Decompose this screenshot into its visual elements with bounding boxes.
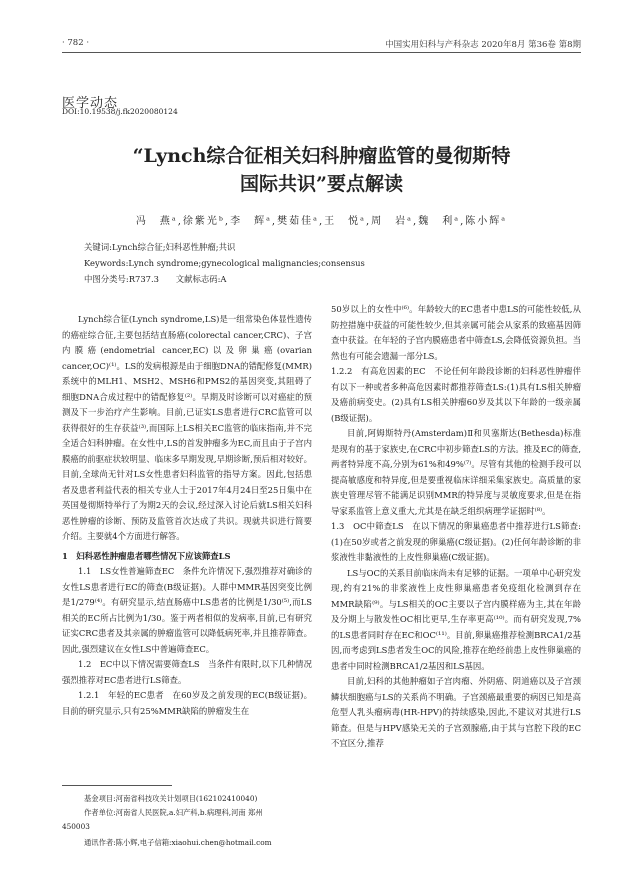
doi: DOI:10.19538/j.fk2020080124 xyxy=(62,107,178,116)
para-oc: LS与OC的关系目前临床尚未有足够的证据。一项单中心研究发现,约有21%的非浆液性上皮性卵巢癌患者免疫组化检测到存在MMR缺陷⁽⁹⁾。与LS相关的OC主要以子宫内膜样癌为主,其在年龄及分期上与散发性OC相比更早,生存率更高⁽¹⁰⁾。而有研究发现,7%的LS患者同时存在EC和OC⁽¹¹⁾。目前,卵巢癌推荐检测BRCA1/2基因,而考虑到LS患者发生OC的风险,推荐在绝经前患上皮性卵巢癌的患者中同时检测BRCA1/2基因和LS基因。 xyxy=(331,567,581,671)
footnote-affiliation: 作者单位:河南省人民医院,a.妇产科,b.病理科,河南 郑州 xyxy=(84,808,263,817)
title-line-2: 国际共识”要点解读 xyxy=(240,173,403,195)
para-1-2-1: 1.2.1 年轻的EC患者 在60岁及之前发现的EC(B级证据)。目前的研究显示,只有25%MMR缺陷的肿瘤发生在 xyxy=(62,690,312,716)
left-column xyxy=(62,312,312,719)
article-title xyxy=(62,142,581,198)
para-other-tumors: 目前,妇科的其他肿瘤如子宫肉瘤、外阴癌、阴道癌以及子宫颈鳞状细胞癌与LS的关系尚不明确。子宫颈癌最重要的病因已知是高危型人乳头瘤病毒(HR-HPV)的持续感染,因此,不建议对其进行LS筛查。但是与HPV感染无关的子宫颈腺癌,由于其与宫腔下段的EC不宜区分,推荐 xyxy=(331,676,581,748)
keywords-en: Keywords:Lynch syndrome;gynecological malignancies;consensus xyxy=(84,258,365,268)
para-1-1: 1.1 LS女性普遍筛查EC 条件允许情况下,强烈推荐对确诊的女性LS患者进行EC的筛查(B级证据)。人群中MMR基因突变比例是1/279⁽⁴⁾。有研究显示,结直肠癌中LS患者的比例是1/30⁽⁵⁾,而LS相关的EC所占比例为1/30。鉴于两者相似的发病率,目前,已有研究证实CRC患者及其亲属的肿瘤监管可以降低病死率,并且推荐筛查。因此,强烈建议在女性LS中普遍筛查EC。 xyxy=(62,566,312,654)
header-rule xyxy=(62,52,581,53)
keywords-cn: 关键词:Lynch综合征;妇科恶性肿瘤;共识 xyxy=(84,242,236,252)
right-column xyxy=(331,302,581,752)
para-1-3: 1.3 OC中筛查LS 在以下情况的卵巢癌患者中推荐进行LS筛查:(1)在50岁或者之前发现的卵巢癌(C级证据)。(2)任何年龄诊断的非浆液性非黏液性的上皮性卵巢癌(C级证据)。 xyxy=(331,521,581,562)
footnote-fund: 基金项目:河南省科技攻关计划项目(162102410040) xyxy=(84,794,258,803)
footnote-corresponding: 通讯作者:陈小辉,电子信箱:xiaohui.chen@hotmail.com xyxy=(84,838,272,847)
para-amsterdam: 目前,阿姆斯特丹(Amsterdam)Ⅱ和贝塞斯达(Bethesda)标准是现有的基于家族史,在CRC中初步筛查LS的方法。推及EC的筛查,两者特异度不高,分别为61%和49%⁽⁷⁾。尽管有其他的检测手段可以提高敏感度和特异度,但是要重视临床详细采集家族史。高质量的家族史管理尽管不能满足识别MMR的特异度与灵敏度要求,但是在指导家系监管上意义重大,尤其是在缺乏组织病理学证据时⁽⁸⁾。 xyxy=(331,428,581,516)
page-number: · 782 · xyxy=(62,38,90,48)
intro-paragraph: Lynch综合征(Lynch syndrome,LS)是一组常染色体显性遗传的癌症综合征,主要包括结直肠癌(colorectal cancer,CRC)、子宫内膜癌(endometrial cancer,EC)以及卵巢癌(ovarian cancer,OC)⁽¹⁾。LS的发病根源是由于细胞DNA的错配修复(MMR)系统中的MLH1、MSH2、MSH6和PMS2的基因突变,其阻碍了细胞DNA合成过程中的错配修复⁽²⁾。早期及时诊断可以对癌症的预测及下一步治疗产生影响。目前,已证实LS患者进行CRC监管可以获得很好的生存获益⁽³⁾,而国际上LS相关EC监管的临床指南,并不完全适合妇科肿瘤。在女性中,LS的首发肿瘤多为EC,而且由于子宫内膜癌的前驱症状较明显、临床多早期发现,早期诊断,预后相对较好。目前,全球尚无针对LS女性患者妇科监管的指导方案。因此,包括患者及患者利益代表的相关专业人士于2017年4月24日至25日集中在英国曼彻斯特举行了为期2天的会议,经过深入讨论后就LS相关妇科恶性肿瘤的诊断、预防及监管首次达成了共识。现就共识进行简要介绍。主要就4个方面进行解答。 xyxy=(62,314,312,541)
section-tag: 医学动态 xyxy=(62,96,119,111)
footnote-rule xyxy=(62,785,172,786)
title-line-1: “Lynch综合征相关妇科肿瘤监管的曼彻斯特 xyxy=(132,145,511,167)
para-1-2: 1.2 EC中以下情况需要筛查LS 当条件有限时,以下几种情况强烈推荐对EC患者进行LS筛查。 xyxy=(62,659,312,685)
footnote-affiliation-zip: 450003 xyxy=(62,822,90,831)
para-continued: 50岁以上的女性中⁽⁶⁾。年龄较大的EC患者中患LS的可能性较低,从防控措施中获益的可能性较少,但其亲属可能会从家系的致癌基因筛查中获益。在年轻的子宫内膜癌患者中筛查LS,会降低资源负担。当然也有可能会遗漏一部分LS。 xyxy=(331,304,581,361)
classification: 中图分类号:R737.3 文献标志码:A xyxy=(84,274,227,284)
section-1-heading: 1 妇科恶性肿瘤患者哪些情况下应该筛查LS xyxy=(62,550,231,561)
journal-header: 中国实用妇科与产科杂志 2020年8月 第36卷 第8期 xyxy=(385,40,581,50)
authors: 冯 燕ᵃ,徐紫光ᵇ,李 辉ᵃ,樊茹佳ᵃ,王 悦ᵃ,周 岩ᵃ,魏 利ᵃ,陈小辉ᵃ xyxy=(135,216,508,227)
para-1-2-2: 1.2.2 有高危因素的EC 不论任何年龄段诊断的妇科恶性肿瘤伴有以下一种或者多种高危因素时都推荐筛查LS:(1)具有LS相关肿瘤及癌前病变史。(2)具有LS相关肿瘤60岁及其以下年龄的一级亲属(B级证据)。 xyxy=(331,366,581,423)
